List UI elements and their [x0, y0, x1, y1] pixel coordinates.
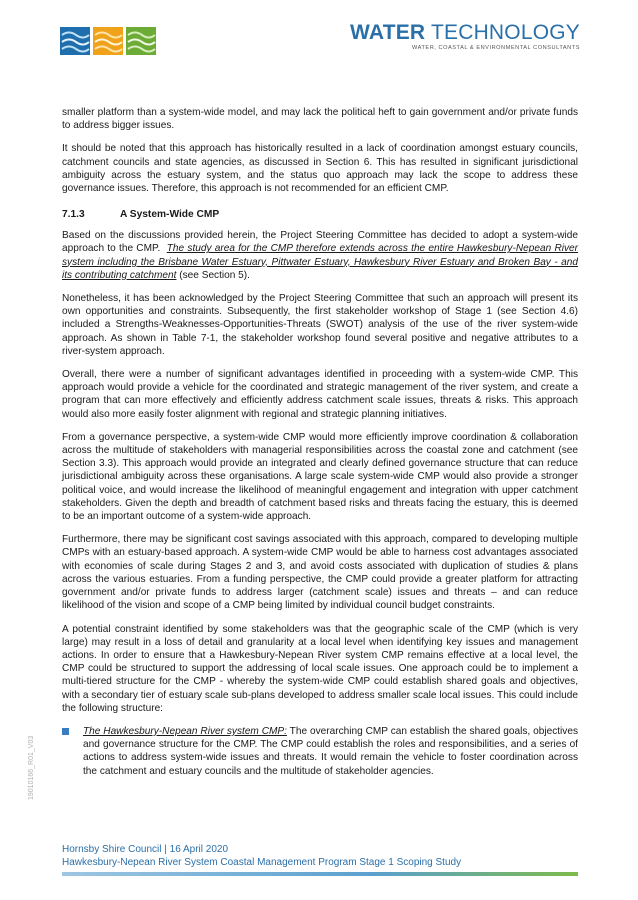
paragraph-3-text-a: Based on the discussions provided herein, the Project Steering Committee has decided to adopt a system-wide approach to the CMP.: [62, 230, 578, 255]
brand-tagline: WATER, COASTAL & ENVIRONMENTAL CONSULTANTS: [411, 45, 580, 51]
paragraph-2: It should be noted that this approach has historically resulted in a lack of coordination amongst estuary councils, catchment councils and state agencies, as discussed in Section 6. This has resulted in significant jurisdictional ambiguity across the estuary system, and the status quo approach may lack the scope to address these governance issues. Therefore, this approach is not recommended for an efficient CMP.: [62, 143, 578, 195]
footer-line-1: Hornsby Shire Council | 16 April 2020: [62, 844, 229, 855]
bullet-1-text: The overarching CMP can establish the shared goals, objectives and governance structure for the CMP. The CMP could establish the roles and responsibilities, and a series of actions to address system-wide issues and threats. It would remain the vehicle to foster coordination across the catchment and estuary councils and the multitude of stakeholder agencies.: [83, 725, 579, 777]
bullet-1-emphasis: The Hawkesbury-Nepean River system CMP:: [83, 725, 287, 737]
paragraph-4: Nonetheless, it has been acknowledged by the Project Steering Committee that such an approach will present its own opportunities and constraints. Subsequently, the first stakeholder workshop of Stage 1 (see Section 4.6) included a Strengths-Weaknesses-Opportunities-Threats (SWOT) analysis of the use of the river system-wide approach. As shown in Table 7-1, the stakeholder workshop found several positive and negative attributes to a river-system approach.: [62, 293, 578, 357]
paragraph-3: [62, 229, 578, 282]
section-number: 7.1.3: [62, 209, 85, 221]
document-body: [62, 106, 578, 778]
document-code: 19010166_R01_V03: [28, 735, 35, 800]
paragraph-3-emphasis: The study area for the CMP therefore extends across the entire Hawkesbury-Nepean River system including the Brisbane Water Estuary, Pittwater Estuary, Hawkesbury River Estuary and Broken Bay - and its contributing catchment: [62, 243, 579, 281]
paragraph-6: From a governance perspective, a system-wide CMP would more efficiently improve coordination & collaboration across the multitude of stakeholders with managerial responsibilities across the coastal zone and catchment (see Section 3.3). This approach would provide an integrated and clearly defined governance structure that can reduce jurisdictional ambiguity across these organisations. A large scale system-wide CMP would also provide a stronger political voice, and would increase the likelihood of meaningful engagement and integration with upper catchment stakeholders. Given the depth and breadth of catchment based risks and threats facing the estuary, this is deemed to be an important outcome of a system-wide approach.: [62, 431, 578, 523]
brand-name: [350, 22, 580, 44]
footer-line-2: Hawkesbury-Nepean River System Coastal Management Program Stage 1 Scoping Study: [62, 856, 462, 868]
brand-logo: [350, 22, 580, 51]
footer: [62, 844, 461, 869]
left-logo-wave-icon: [60, 27, 156, 55]
footer-divider: [62, 872, 578, 876]
paragraph-1: smaller platform than a system-wide model, and may lack the political heft to gain government and/or private funds to address bigger issues.: [62, 107, 578, 132]
paragraph-3-text-b: (see Section 5).: [179, 269, 250, 281]
section-heading: [62, 209, 578, 220]
structure-bullet-list: [62, 725, 578, 778]
paragraph-7: Furthermore, there may be significant cost savings associated with this approach, compared to developing multiple CMPs with an estuary-based approach. A system-wide CMP would be able to harness cost advantages associated with economies of scale during Stages 2 and 3, and avoid costs associated with duplication of studies & plans across the various estuaries. From a funding perspective, the CMP could provide a greater platform for attracting government and/or private funds to address larger (catchment scale) issues and threats – and can reduce likelihood of the vision and scope of a CMP being limited by individual council budget constraints.: [62, 534, 578, 612]
square-bullet-icon: [62, 728, 69, 735]
brand-name-strong: WATER: [350, 21, 426, 44]
paragraph-8: A potential constraint identified by some stakeholders was that the geographic scale of the CMP (which is very large) may result in a loss of detail and granularity at a local level when identifying key issues and management actions. In order to ensure that a Hawkesbury-Nepean River system CMP remains effective at a local level, the CMP could be structured to support the addressing of local scale issues. One approach could be to implement a multi-tiered structure for the CMP - whereby the system-wide CMP could establish shared goals and objectives, with a secondary tier of estuary scale sub-plans developed to address smaller scale local issues. This could include the following structure:: [62, 623, 578, 714]
paragraph-5: Overall, there were a number of significant advantages identified in proceeding with a system-wide CMP. This approach would provide a vehicle for the coordinated and strategic management of the river system, and create a program that can more effectively and efficiently address catchment scale issues, threats & risks. This approach would also more easily foster alignment with regional and strategic planning initiatives.: [62, 369, 578, 420]
brand-name-light: TECHNOLOGY: [430, 21, 580, 44]
list-item: [62, 725, 578, 778]
section-title: A System-Wide CMP: [120, 209, 220, 221]
